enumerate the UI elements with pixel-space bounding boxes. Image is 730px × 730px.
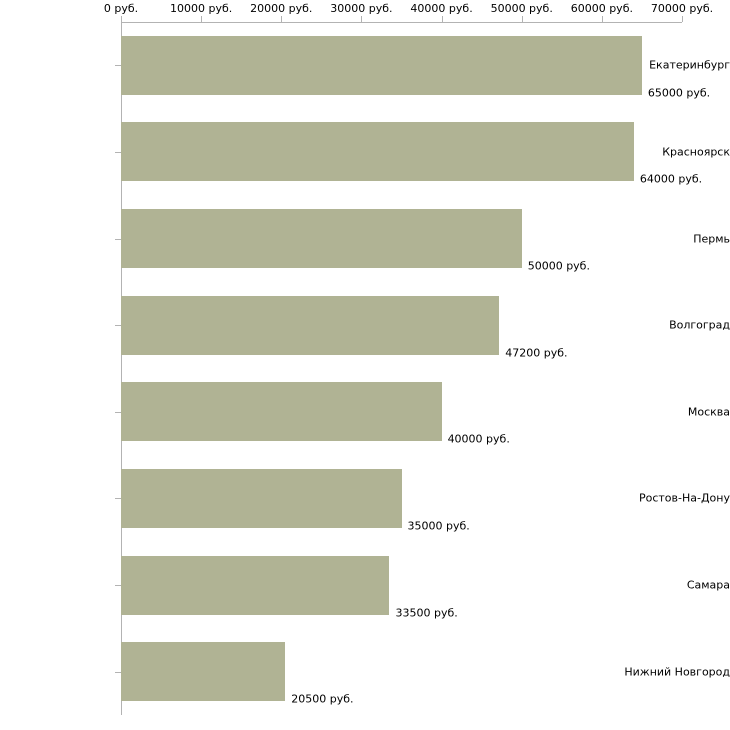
- x-tick-label: 70000 руб.: [650, 2, 714, 15]
- x-tick-label: 10000 руб.: [170, 2, 233, 15]
- y-axis-category-label: Пермь: [693, 232, 730, 246]
- bar-value-label: 20500 руб.: [291, 692, 354, 706]
- x-tick-label: 40000 руб.: [410, 2, 473, 15]
- bar-value-label: 65000 руб.: [647, 86, 711, 100]
- bar[interactable]: [121, 122, 634, 181]
- bar-value-label: 64000 руб.: [639, 172, 703, 186]
- bar[interactable]: [121, 382, 442, 441]
- bar[interactable]: [121, 209, 522, 268]
- y-axis-category-label: Ростов-На-Дону: [638, 491, 730, 505]
- bar-value-label: 33500 руб.: [395, 606, 458, 620]
- x-tick-label: 20000 руб.: [250, 2, 313, 15]
- bar[interactable]: [121, 296, 499, 355]
- y-axis-category-label: Красноярск: [662, 145, 730, 159]
- x-tick-label: 50000 руб.: [490, 2, 553, 15]
- x-tick-label: 30000 руб.: [330, 2, 393, 15]
- bar[interactable]: [121, 469, 402, 528]
- bar-value-label: 40000 руб.: [447, 432, 510, 446]
- y-axis-category-label: Екатеринбург: [649, 58, 730, 72]
- y-axis-category-label: Волгоград: [669, 318, 730, 332]
- y-axis-category-label: Москва: [687, 405, 730, 419]
- x-tick-label: 0 руб.: [103, 2, 139, 15]
- y-axis-category-label: Самара: [686, 578, 730, 592]
- bar[interactable]: [121, 36, 642, 95]
- bar-value-label: 35000 руб.: [407, 519, 470, 533]
- y-axis-category-label: Нижний Новгород: [624, 665, 730, 679]
- bar-value-label: 47200 руб.: [505, 346, 568, 360]
- bar[interactable]: [121, 556, 389, 615]
- x-tick-label: 60000 руб.: [570, 2, 633, 15]
- bar-value-label: 50000 руб.: [527, 259, 590, 273]
- bar[interactable]: [121, 642, 285, 701]
